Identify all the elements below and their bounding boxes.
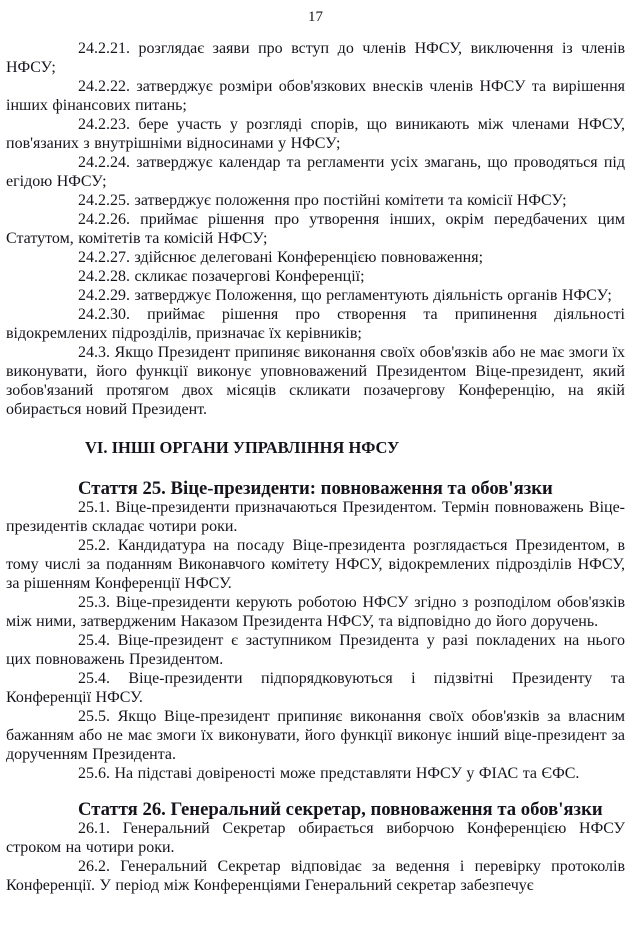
clause-25-4-a: 25.4. Віце-президент є заступником Президента у разі покладених на нього цих повноважень Президентом.: [6, 632, 625, 668]
clause-24-2-24: 24.2.24. затверджує календар та регламенти усіх змагань, що проводяться під егідою НФСУ;: [6, 154, 625, 190]
clause-25-4-b: 25.4. Віце-президенти підпорядковуються і підзвітні Президенту та Конференції НФСУ.: [6, 670, 625, 706]
clause-25-5: 25.5. Якщо Віце-президент припиняє виконання своїх обов'язків за власним бажанням або не має змоги їх виконувати, його функції виконує інший віце-президент за дорученням Президента.: [6, 708, 625, 763]
clause-24-2-25: 24.2.25. затверджує положення про постійні комітети та комісії НФСУ;: [78, 192, 567, 209]
page-number: 17: [308, 9, 323, 25]
clause-25-6: 25.6. На підставі довіреності може представляти НФСУ у ФІАС та ЄФС.: [78, 765, 580, 782]
section-heading-vi: VI. ІНШІ ОРГАНИ УПРАВЛІННЯ НФСУ: [85, 438, 400, 457]
clause-24-2-29: 24.2.29. затверджує Положення, що регламентують діяльність органів НФСУ;: [78, 287, 612, 304]
clause-24-2-30: 24.2.30. приймає рішення про створення та припинення діяльності відокремлених підрозділів, призначає їх керівників;: [6, 306, 625, 342]
clause-26-1: 26.1. Генеральний Секретар обирається виборчою Конференцією НФСУ строком на чотири роки.: [6, 820, 625, 856]
article-25-heading: Стаття 25. Віце-президенти: повноваження та обов'язки: [78, 478, 553, 499]
clause-25-1: 25.1. Віце-президенти призначаються Президентом. Термін повноважень Віце-президентів складає чотири роки.: [6, 499, 625, 535]
clause-24-2-21: 24.2.21. розглядає заяви про вступ до членів НФСУ, виключення із членів НФСУ;: [6, 40, 625, 76]
clause-24-2-22: 24.2.22. затверджує розміри обов'язкових внесків членів НФСУ та вирішення інших фінансових питань;: [6, 78, 625, 114]
clause-24-2-28: 24.2.28. скликає позачергові Конференції;: [78, 268, 365, 285]
clause-25-2: 25.2. Кандидатура на посаду Віце-президента розглядається Президентом, в тому числі за поданням Виконавчого комітету НФСУ, відокремлених підрозділів НФСУ, за рішенням Конференції НФСУ.: [6, 537, 625, 592]
clause-24-2-26: 24.2.26. приймає рішення про утворення інших, окрім передбачених цим Статутом, комітетів та комісій НФСУ;: [6, 211, 625, 247]
clause-24-2-27: 24.2.27. здійснює делеговані Конференцією повноваження;: [78, 249, 484, 266]
clause-25-3: 25.3. Віце-президенти керують роботою НФСУ згідно з розподілом обов'язків між ними, затвердженим Наказом Президента НФСУ, та відповідно до його доручень.: [6, 594, 625, 630]
clause-24-2-23: 24.2.23. бере участь у розгляді спорів, що виникають між членами НФСУ, пов'язаних з внутрішніми відносинами у НФСУ;: [6, 116, 625, 152]
clause-26-2: 26.2. Генеральний Секретар відповідає за ведення і перевірку протоколів Конференції. У період між Конференціями Генеральний секретар забезпечує: [6, 858, 625, 894]
article-26-heading: Стаття 26. Генеральний секретар, повноваження та обов'язки: [78, 799, 603, 820]
clause-24-3: 24.3. Якщо Президент припиняє виконання своїх обов'язків або не має змоги їх виконувати, його функції виконує уповноважений Президентом Віце-президент, який зобов'язаний протягом двох місяців скликати позачергову Конференцію, на якій обирається новий Президент.: [6, 344, 625, 418]
